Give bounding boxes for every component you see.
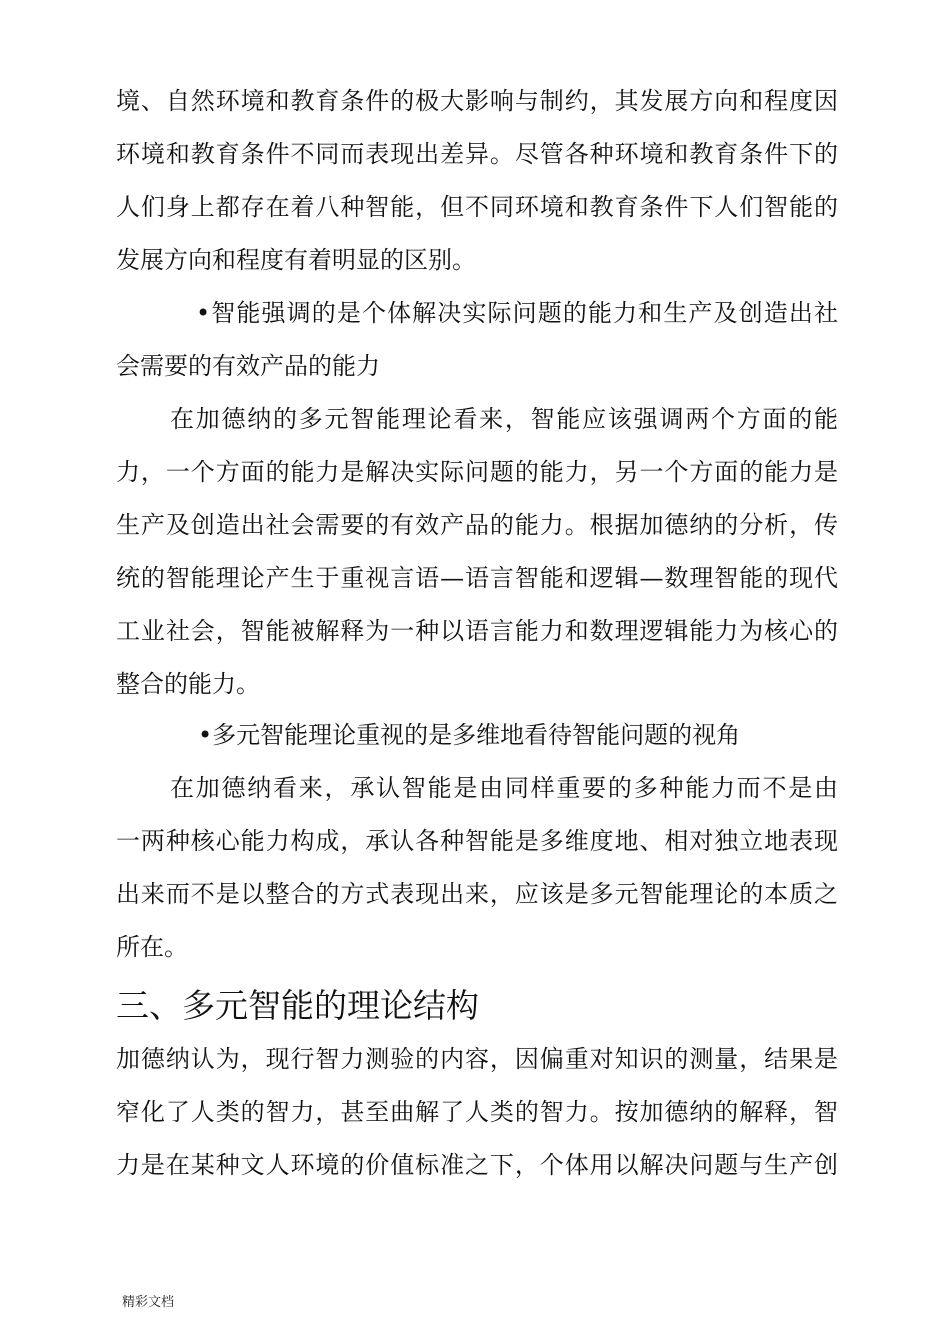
bullet-2-line-1: •多元智能理论重视的是多维地看待智能问题的视角: [198, 721, 741, 749]
paragraph-2-line-1: 在加德纳的多元智能理论看来，智能应该强调两个方面的能: [170, 405, 838, 433]
paragraph-3-line-4: 所在。: [116, 933, 188, 961]
paragraph-3-line-2: 一两种核心能力构成，承认各种智能是多维度地、相对独立地表现: [116, 827, 838, 855]
paragraph-1-line-3: 人们身上都存在着八种智能，但不同环境和教育条件下人们智能的: [116, 193, 838, 221]
paragraph-2-line-3: 生产及创造出社会需要的有效产品的能力。根据加德纳的分析，传: [116, 511, 838, 539]
paragraph-2-line-2: 力，一个方面的能力是解决实际问题的能力，另一个方面的能力是: [116, 458, 838, 486]
paragraph-4-line-1: 加德纳认为，现行智力测验的内容，因偏重对知识的测量，结果是: [116, 1045, 838, 1073]
bullet-1-line-2: 会需要的有效产品的能力: [116, 352, 380, 380]
paragraph-1-line-4: 发展方向和程度有着明显的区别。: [116, 246, 476, 274]
paragraph-2-line-5: 工业社会，智能被解释为一种以语言能力和数理逻辑能力为核心的: [116, 617, 838, 645]
paragraph-2-line-4: 统的智能理论产生于重视言语—语言智能和逻辑—数理智能的现代: [116, 564, 838, 592]
paragraph-2-line-6: 整合的能力。: [116, 670, 260, 698]
paragraph-1-line-2: 环境和教育条件不同而表现出差异。尽管各种环境和教育条件下的: [116, 140, 838, 168]
paragraph-4-line-3: 力是在某种文人环境的价值标准之下，个体用以解决问题与生产创: [116, 1151, 838, 1179]
paragraph-3-line-3: 出来而不是以整合的方式表现出来，应该是多元智能理论的本质之: [116, 880, 838, 908]
section-heading: 三、多元智能的理论结构: [116, 986, 479, 1025]
bullet-1-line-1: •智能强调的是个体解决实际问题的能力和生产及创造出社: [196, 299, 838, 327]
page-footer-label: 精彩文档: [122, 1295, 175, 1310]
paragraph-3-line-1: 在加德纳看来，承认智能是由同样重要的多种能力而不是由: [170, 774, 838, 802]
paragraph-4-line-2: 窄化了人类的智力，甚至曲解了人类的智力。按加德纳的解释，智: [116, 1098, 838, 1126]
paragraph-1-line-1: 境、自然环境和教育条件的极大影响与制约，其发展方向和程度因: [116, 87, 838, 115]
